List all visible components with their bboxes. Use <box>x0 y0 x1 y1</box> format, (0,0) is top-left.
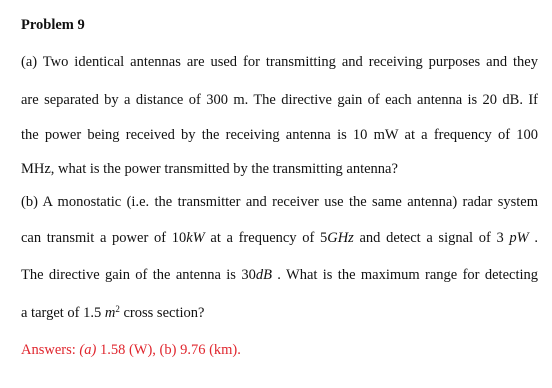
part-b-line-2-text: at a frequency of <box>204 230 320 246</box>
area-exponent: 2 <box>115 304 120 314</box>
gain-unit: dB <box>255 267 272 283</box>
signal-unit: pW <box>509 230 529 246</box>
answer-a-label: (a) <box>79 342 97 358</box>
frequency-value: 5 <box>319 230 328 246</box>
part-a-line-4: MHz, what is the power transmitted by the transmitting antenna? <box>21 161 398 177</box>
part-b-line-2 <box>21 230 538 247</box>
frequency-unit: GHz <box>327 230 354 246</box>
power-value: 10 <box>171 230 187 246</box>
part-b-line-1: (b) A monostatic (i.e. the transmitter and receiver use the same antenna) radar system <box>21 194 538 210</box>
part-a-line-3: the power being received by the receiving antenna is 10 mW at a frequency of 100 <box>21 127 538 143</box>
area-unit: m <box>104 305 116 321</box>
part-a-line-2: are separated by a distance of 300 m. The directive gain of each antenna is 20 dB. If <box>21 92 538 108</box>
part-b-line-2-text: can transmit a power of <box>21 230 172 246</box>
part-a-line-1: (a) Two identical antennas are used for transmitting and receiving purposes and they <box>21 54 538 70</box>
answers-line <box>21 342 538 359</box>
answers-label: Answers: <box>21 342 80 358</box>
answers-text: 1.58 (W), (b) 9.76 (km). <box>96 342 241 358</box>
part-b-line-4 <box>21 305 538 322</box>
power-unit: kW <box>186 230 205 246</box>
part-b-line-3 <box>21 267 538 284</box>
part-b-line-4-text: a target of 1.5 <box>21 305 105 321</box>
part-b-line-2-end: . <box>528 230 539 246</box>
part-b-line-3-text: The directive gain of the antenna is <box>21 267 242 283</box>
signal-value: 3 <box>496 230 504 246</box>
part-b-line-4-text: cross section? <box>119 305 205 321</box>
part-b-line-3-text: . What is the maximum range for detecting <box>271 267 539 283</box>
problem-title: Problem 9 <box>21 17 85 33</box>
gain-value: 30 <box>241 267 256 283</box>
part-b-line-2-text: and detect a signal of <box>353 230 497 246</box>
